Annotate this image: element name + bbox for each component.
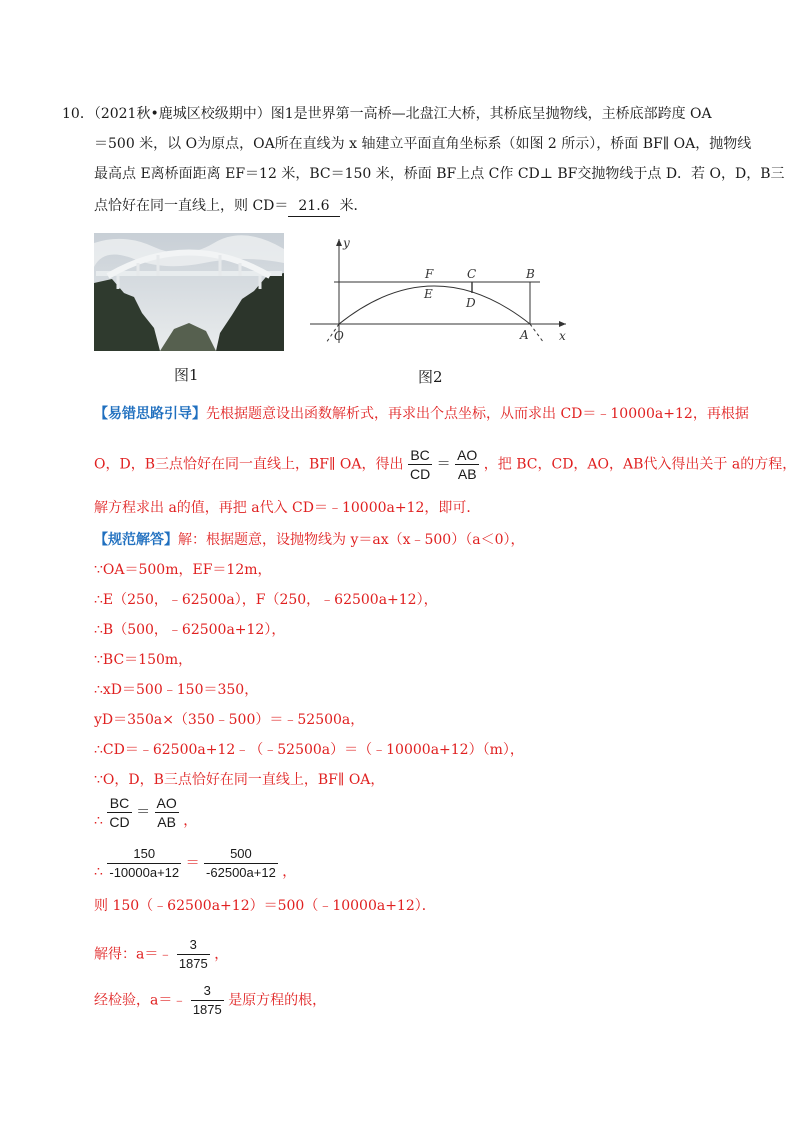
bridge-photo xyxy=(94,233,284,351)
label-o: O xyxy=(334,329,344,343)
fraction-3-1875 xyxy=(191,982,224,1019)
fraction-denominator: -10000a+12 xyxy=(109,865,180,880)
hint-text-1: 先根据题意设出函数解析式，再求出个点坐标，从而求出 CD＝﹣10000a+12，再根据 xyxy=(206,406,749,422)
fraction-denominator: AB xyxy=(457,466,477,482)
problem-line-4b: 米． xyxy=(339,198,368,214)
hint-line-2 xyxy=(94,446,796,483)
fraction-numerator: AO xyxy=(156,795,177,811)
hint-line-3: 解方程求出 a的值，再把 a代入 CD＝﹣10000a+12，即可． xyxy=(94,500,481,516)
solution-line-12: 则 150（﹣62500a+12）＝500（﹣10000a+12）． xyxy=(94,898,436,914)
label-c: C xyxy=(467,267,477,281)
problem-line-1: 10．（2021秋•鹿城区校级期中）图1是世界第一高桥—北盘江大桥，其桥底呈抛物线，主桥底部跨度 OA xyxy=(62,106,712,122)
fraction-3-1875 xyxy=(177,936,210,973)
fraction-numerator: 500 xyxy=(204,845,278,864)
comma: ， xyxy=(282,864,297,880)
fraction-bc-cd xyxy=(107,794,131,831)
therefore-sign: ∴ xyxy=(94,813,103,829)
solution-line-9: ∵O，D，B三点恰好在同一直线上，BF∥ OA， xyxy=(94,772,385,788)
fraction-numerator: 150 xyxy=(107,845,181,864)
solution-line-14 xyxy=(94,982,326,1019)
y-axis-arrow xyxy=(336,239,342,246)
label-a: A xyxy=(520,328,529,342)
therefore-sign: ∴ xyxy=(94,864,103,880)
fraction-denominator: AB xyxy=(157,814,176,830)
fraction-ao-ab xyxy=(155,794,179,831)
label-d: D xyxy=(466,296,476,310)
hint-text-2a: O，D，B三点恰好在同一直线上，BF∥ OA，得出 xyxy=(94,456,404,473)
solution-text-14a: 经检验，a＝﹣ xyxy=(94,992,187,1009)
fraction-numerator: AO xyxy=(457,447,478,463)
hint-text-2b: ，把 BC，CD，AO，AB代入得出关于 a的方程， xyxy=(483,456,797,473)
solution-line-1 xyxy=(94,530,524,550)
answer-blank: 21.6 xyxy=(288,196,339,217)
equals-sign: ＝ xyxy=(136,804,151,821)
fraction-500 xyxy=(204,845,278,882)
fraction-numerator: 3 xyxy=(177,936,210,955)
label-y: y xyxy=(343,236,350,250)
fraction-denominator: CD xyxy=(109,814,130,830)
hint-fraction-bc-cd xyxy=(408,446,432,483)
label-e: E xyxy=(424,287,433,301)
solution-line-7: yD＝350a×（350﹣500）＝﹣52500a， xyxy=(94,712,365,728)
problem-line-4a: 点恰好在同一直线上，则 CD＝ xyxy=(94,198,289,214)
figure-1-caption: 图1 xyxy=(174,366,199,384)
solution-tag: 【规范解答】 xyxy=(94,532,178,548)
hint-line-1 xyxy=(94,404,749,424)
parabola-arc xyxy=(339,286,530,324)
fraction-denominator: 1875 xyxy=(192,1002,222,1017)
solution-line-4: ∴B（500，﹣62500a+12）， xyxy=(94,622,286,638)
fraction-numerator: BC xyxy=(408,446,432,465)
equals-sign: ＝ xyxy=(185,855,200,872)
figure-2-caption: 图2 xyxy=(418,368,443,386)
fraction-numerator: 3 xyxy=(191,982,224,1001)
fraction-numerator: BC xyxy=(107,794,131,813)
solution-text-13: 解得：a＝﹣ xyxy=(94,946,173,963)
solution-line-13 xyxy=(94,936,228,973)
solution-text-14b: 是原方程的根， xyxy=(228,992,327,1009)
problem-line-3: 最高点 E离桥面距离 EF＝12 米，BC＝150 米，桥面 BF上点 C作 CD⊥ BF交抛物线于点 D．若 O，D，B三 xyxy=(94,166,785,182)
solution-equation xyxy=(94,845,296,882)
fraction-denominator: -62500a+12 xyxy=(206,865,276,880)
fraction-denominator: CD xyxy=(409,466,431,482)
solution-line-8: ∴CD＝﹣62500a+12﹣（﹣52500a）＝（﹣10000a+12）（m）， xyxy=(94,742,524,758)
hint-tag: 【易错思路引导】 xyxy=(94,406,206,422)
hint-fraction-ao-ab xyxy=(455,446,479,483)
solution-line-6: ∴xD＝500﹣150＝350， xyxy=(94,682,259,698)
comma: ， xyxy=(214,946,229,963)
solution-line-3: ∴E（250，﹣62500a），F（250，﹣62500a+12）， xyxy=(94,592,438,608)
solution-line-5: ∵BC＝150m， xyxy=(94,652,193,668)
fraction-denominator: 1875 xyxy=(178,956,208,971)
solution-line-2: ∵OA＝500m，EF＝12m， xyxy=(94,562,272,578)
comma: ， xyxy=(183,813,198,829)
equals-sign: ＝ xyxy=(436,456,451,473)
problem-line-4 xyxy=(94,196,368,217)
label-b: B xyxy=(526,267,535,281)
solution-proportion xyxy=(94,794,197,831)
coordinate-figure xyxy=(300,233,580,355)
label-f: F xyxy=(425,267,434,281)
problem-line-2: ＝500 米，以 O为原点，OA所在直线为 x 轴建立平面直角坐标系（如图 2 所示），桥面 BF∥ OA，抛物线 xyxy=(94,136,752,152)
label-x: x xyxy=(559,329,566,343)
solution-text-1: 解：根据题意，设抛物线为 y＝ax（x﹣500）（a＜0）， xyxy=(178,532,525,548)
fraction-150 xyxy=(107,845,181,882)
x-axis-arrow xyxy=(559,321,566,327)
parabola-dash-right xyxy=(530,324,544,343)
